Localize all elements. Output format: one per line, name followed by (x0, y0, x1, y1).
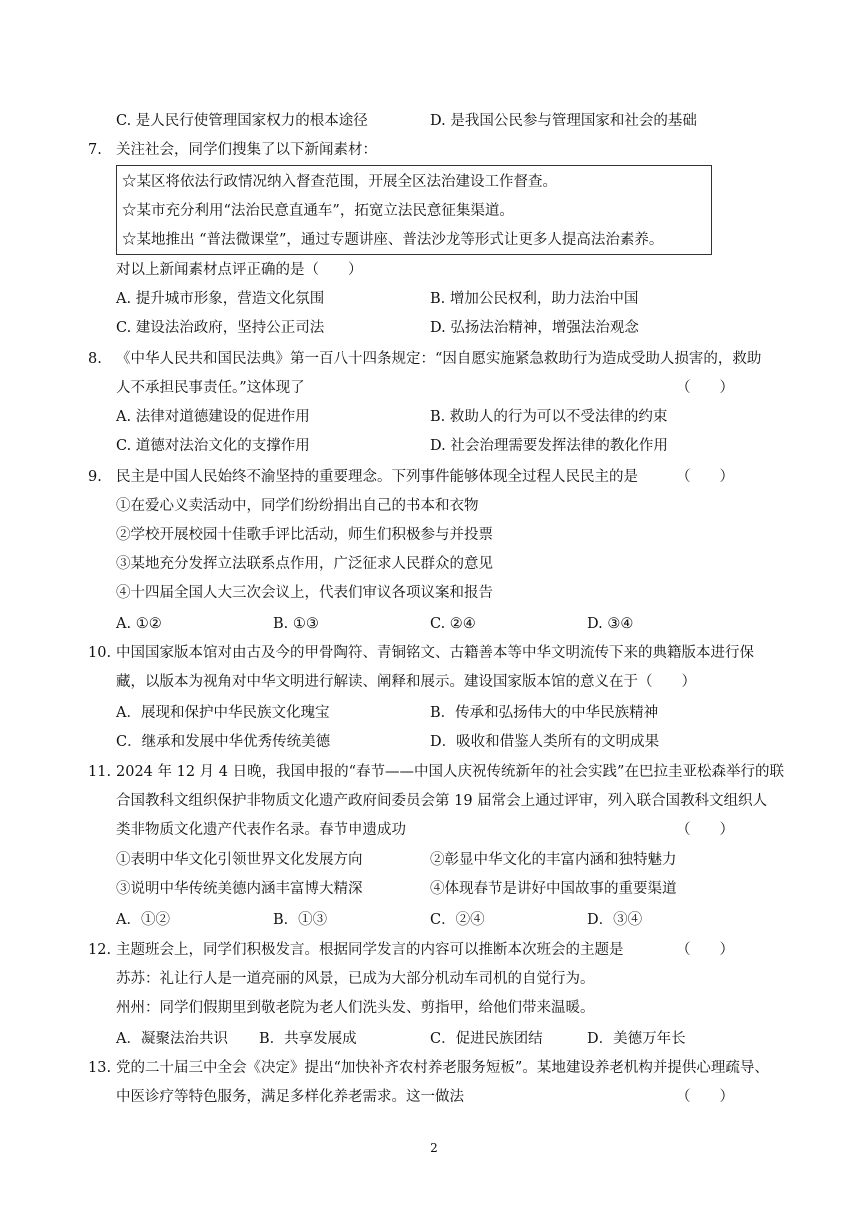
q12-option-a: A．凝聚法治共识 (116, 1031, 228, 1047)
q13-stem-line-1: 党的二十届三中全会《决定》提出“加快补齐农村养老服务短板”。某地建设养老机构并提供心理疏导、 (116, 1060, 769, 1076)
q7-question: 对以上新闻素材点评正确的是（ ） (116, 262, 363, 278)
q10-option-d: D．吸收和借鉴人类所有的文明成果 (430, 734, 660, 750)
q11-option-c: C．②④ (430, 912, 485, 928)
q11-stem-line-1: 2024 年 12 月 4 日晚，我国申报的“春节——中国人庆祝传统新年的社会实践”在巴拉圭亚松森举行的联 (116, 764, 784, 780)
q9-number: 9. (88, 469, 102, 485)
q13-stem-line-2: 中医诊疗等特色服务，满足多样化养老需求。这一做法 (116, 1089, 464, 1105)
q9-option-d: D. ③④ (587, 616, 634, 632)
q9-item-1: ①在爱心义卖活动中，同学们纷纷捐出自己的书本和衣物 (116, 498, 479, 514)
q8-answer-blank: （ ） (676, 380, 734, 396)
q12-number: 12. (88, 942, 112, 958)
q7-option-a: A. 提升城市形象，营造文化氛围 (116, 291, 325, 307)
q7-option-c: C. 建设法治政府，坚持公正司法 (116, 320, 325, 336)
q12-speech-1: 苏苏：礼让行人是一道亮丽的风景，已成为大部分机动车司机的自觉行为。 (116, 971, 595, 987)
q11-item-1: ①表明中华文化引领世界文化发展方向 (116, 852, 363, 868)
q13-answer-blank: （ ） (676, 1089, 734, 1105)
q9-option-c: C. ②④ (430, 616, 476, 632)
q12-speech-2: 州州：同学们假期里到敬老院为老人们洗头发、剪指甲，给他们带来温暖。 (116, 1000, 595, 1016)
q12-answer-blank: （ ） (676, 942, 734, 958)
q8-stem-line-1: 《中华人民共和国民法典》第一百八十四条规定：“因自愿实施紧急救助行为造成受助人损害的，救助 (116, 351, 762, 367)
q11-option-d: D．③④ (587, 912, 643, 928)
q10-stem-line-1: 中国国家版本馆对由古及今的甲骨陶符、青铜铭文、古籍善本等中华文明流传下来的典籍版本进行保 (116, 645, 754, 661)
q7-number: 7. (88, 142, 102, 158)
q11-stem-line-2: 合国教科文组织保护非物质文化遗产政府间委员会第 19 届常会上通过评审，列入联合国教科文组织人 (116, 793, 768, 809)
q11-answer-blank: （ ） (676, 822, 734, 838)
q11-item-4: ④体现春节是讲好中国故事的重要渠道 (430, 881, 677, 897)
q12-option-c: C．促进民族团结 (430, 1031, 543, 1047)
q8-option-a: A. 法律对道德建设的促进作用 (116, 409, 310, 425)
q10-option-a: A．展现和保护中华民族文化瑰宝 (116, 705, 330, 721)
q10-option-c: C．继承和发展中华优秀传统美德 (116, 734, 331, 750)
q12-option-b: B．共享发展成 (259, 1031, 357, 1047)
q9-item-4: ④十四届全国人大三次会议上，代表们审议各项议案和报告 (116, 585, 493, 601)
q11-stem-line-3: 类非物质文化遗产代表作名录。春节申遗成功 (116, 822, 406, 838)
q6-option-d: D. 是我国公民参与管理国家和社会的基础 (430, 113, 697, 129)
q10-stem-line-2: 藏，以版本为视角对中华文明进行解读、阐释和展示。建设国家版本馆的意义在于（ ） (116, 674, 696, 690)
q11-option-b: B．①③ (273, 912, 328, 928)
q11-option-a: A．①② (116, 912, 170, 928)
q8-option-b: B. 救助人的行为可以不受法律的约束 (430, 409, 668, 425)
q7-material-1: ☆某区将依法行政情况纳入督查范围，开展全区法治建设工作督查。 (122, 174, 557, 190)
q7-stem: 关注社会，同学们搜集了以下新闻素材： (116, 142, 377, 158)
q6-option-c: C. 是人民行使管理国家权力的根本途径 (116, 113, 368, 129)
q9-answer-blank: （ ） (676, 469, 734, 485)
q8-option-c: C. 道德对法治文化的支撑作用 (116, 438, 310, 454)
q9-stem: 民主是中国人民始终不渝坚持的重要理念。下列事件能够体现全过程人民民主的是 (116, 469, 638, 485)
q7-material-2: ☆某市充分利用“法治民意直通车”，拓宽立法民意征集渠道。 (122, 203, 514, 219)
page-number: 2 (430, 1141, 438, 1155)
q11-item-3: ③说明中华传统美德内涵丰富博大精深 (116, 881, 363, 897)
q9-item-2: ②学校开展校园十佳歌手评比活动，师生们积极参与并投票 (116, 527, 493, 543)
q11-number: 11. (88, 764, 112, 780)
q10-option-b: B．传承和弘扬伟大的中华民族精神 (430, 705, 659, 721)
q8-stem-line-2: 人不承担民事责任。”这体现了 (116, 380, 305, 396)
q8-number: 8. (88, 351, 102, 367)
q9-item-3: ③某地充分发挥立法联系点作用，广泛征求人民群众的意见 (116, 556, 493, 572)
q8-option-d: D. 社会治理需要发挥法律的教化作用 (430, 438, 668, 454)
q7-material-3: ☆某地推出 “普法微课堂”，通过专题讲座、普法沙龙等形式让更多人提高法治素养。 (122, 232, 664, 248)
q10-number: 10. (88, 645, 112, 661)
q13-number: 13. (88, 1060, 112, 1076)
q11-item-2: ②彰显中华文化的丰富内涵和独特魅力 (430, 852, 677, 868)
q12-option-d: D．美德万年长 (587, 1031, 686, 1047)
q7-option-d: D. 弘扬法治精神，增强法治观念 (430, 320, 639, 336)
q12-stem: 主题班会上，同学们积极发言。根据同学发言的内容可以推断本次班会的主题是 (116, 942, 624, 958)
q7-option-b: B. 增加公民权利，助力法治中国 (430, 291, 639, 307)
q9-option-b: B. ①③ (273, 616, 319, 632)
q9-option-a: A. ①② (116, 616, 162, 632)
